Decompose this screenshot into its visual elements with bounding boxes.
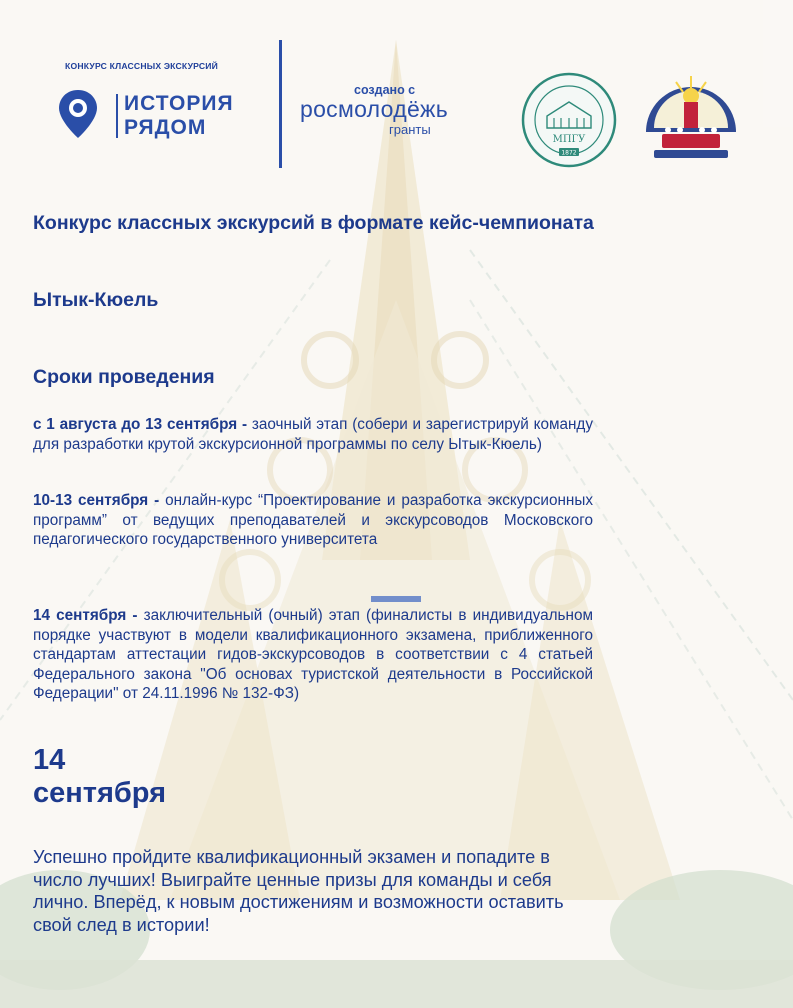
- terms-heading: Сроки проведения: [33, 366, 215, 388]
- stage-date: 14 сентября -: [33, 607, 138, 624]
- big-date-day: 14: [33, 744, 66, 776]
- header-divider: [279, 40, 282, 168]
- contest-caption: КОНКУРС КЛАССНЫХ ЭКСКУРСИЙ: [65, 61, 219, 71]
- stage-paragraph-3: [33, 606, 593, 704]
- big-date: [33, 744, 166, 810]
- brand-line-ryadom: РЯДОМ: [124, 116, 207, 139]
- place-name: Ытык-Кюель: [33, 289, 159, 311]
- mpgu-seal-icon: [521, 72, 617, 168]
- brand-bar: [116, 94, 118, 138]
- svg-text:МПГУ: МПГУ: [552, 134, 586, 145]
- stage-text: онлайн-курс “Проектирование и разработка экскурсионных программ” от ведущих преподавателей и экскурсоводов Московского педагогического государственного университета: [33, 492, 593, 548]
- stage-date: 10-13 сентября -: [33, 492, 160, 509]
- stage-text: заключительный (очный) этап (финалисты в индивидуальном порядке участвуют в модели квалификационного экзамена, приближенного стандартам аттестации гидов-экскурсоводов в соответствии с 4 статьей Федерального закона "Об основах туристской деятельности в Российской Федерации" от 24.11.1996 № 132-ФЗ): [33, 607, 593, 702]
- big-date-month: сентября: [33, 777, 167, 809]
- location-pin-icon: [56, 88, 100, 140]
- accent-dash: [371, 596, 421, 602]
- closing-text: Успешно пройдите квалификационный экзамен и попадите в число лучших! Выиграйте ценные призы для команды и себя лично. Вперёд, к новым достижениям и возможности оставить свой след в истории!: [33, 847, 564, 935]
- yakut-emblem-icon: [642, 72, 740, 164]
- grants-label: гранты: [389, 122, 431, 137]
- page-title: Конкурс классных экскурсий в формате кейс-чемпионата: [33, 212, 594, 234]
- stage-date: с 1 августа до 13 сентября -: [33, 416, 248, 433]
- created-with-label: создано с: [354, 83, 416, 97]
- stage-paragraph-2: [33, 491, 593, 550]
- rosmolodezh-logo: росмолодёжь: [300, 96, 449, 122]
- stage-text: заочный этап (собери и зарегистрируй команду для разработки крутой экскурсионной программы по селу Ытык-Кюель): [33, 416, 594, 453]
- brand-line-istoriya: ИСТОРИЯ: [124, 92, 234, 115]
- stage-paragraph-1: [33, 415, 593, 454]
- svg-text:1872: 1872: [561, 149, 577, 157]
